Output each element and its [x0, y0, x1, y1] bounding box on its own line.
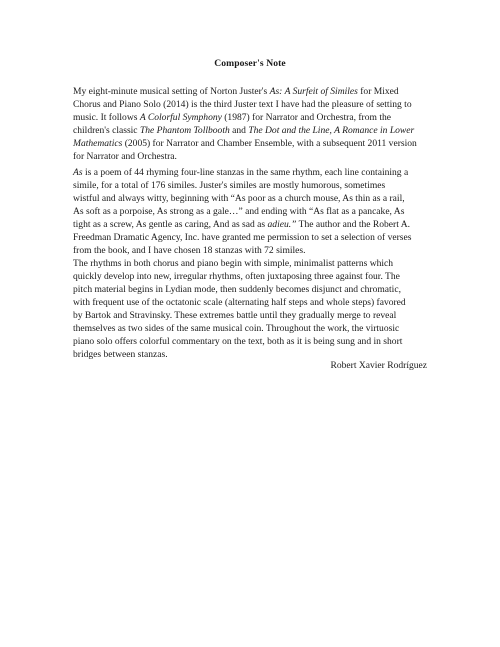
text-line — [73, 218, 435, 231]
work-title-as: As — [73, 167, 83, 178]
text-line: As soft as a porpoise, As strong as a gale…” and ending with “As flat as a pancake, As — [73, 206, 405, 218]
paragraph-intro — [73, 85, 435, 163]
work-title-colorful-symphony: A Colorful Symphony — [139, 112, 222, 124]
work-title-mathematics: Mathematics — [73, 138, 123, 150]
text-run: children's classic — [73, 125, 140, 137]
text-run: music. It follows — [73, 112, 140, 124]
text-line: from the book, and I have chosen 18 stanzas with 72 similes. — [73, 245, 306, 257]
text-line: wistful and always witty, beginning with “As poor as a church mouse, As thin as a rail, — [73, 193, 405, 205]
work-title-as: As: A Surfeit of Similes — [269, 86, 358, 97]
text-run: (1987) for Narrator and Orchestra, from the — [221, 112, 391, 124]
text-line: simile, for a total of 176 similes. Juster's similes are mostly humorous, sometimes — [73, 180, 386, 192]
paragraph-rhythms — [73, 257, 435, 361]
text-line: Chorus and Piano Solo (2014) is the third Juster text I have had the pleasure of setting to — [73, 99, 412, 111]
text-run: The author and the Robert A. — [296, 219, 411, 231]
text-line: pitch material begins in Lydian mode, then suddenly becomes disjunct and chromatic, — [73, 284, 401, 296]
text-line — [73, 124, 435, 137]
text-line: with frequent use of the octatonic scale (alternating half steps and whole steps) favored — [73, 297, 406, 309]
quote-adieu: adieu.” — [267, 219, 297, 231]
text-run: (2005) for Narrator and Chamber Ensemble, with a subsequent 2011 version — [122, 138, 417, 150]
text-line: quickly develop into new, irregular rhythms, often juxtaposing three against four. The — [73, 271, 400, 283]
text-line: bridges between stanzas. — [73, 349, 168, 361]
paragraph-poem — [73, 166, 435, 257]
text-line: Freedman Dramatic Agency, Inc. have granted me permission to set a selection of verses — [73, 232, 412, 244]
text-run: and — [229, 125, 249, 137]
text-run: tight as a screw, As gentle as caring, And as sad as — [73, 219, 268, 231]
work-title-phantom-tollbooth: The Phantom Tollbooth — [139, 125, 230, 137]
text-line — [73, 166, 435, 179]
text-run: My eight-minute musical setting of Norton Juster's — [73, 86, 270, 97]
text-line — [73, 85, 435, 98]
text-line: by Bartok and Stravinsky. These extremes battle until they gradually merge to reveal — [73, 310, 397, 322]
author-signature: Robert Xavier Rodríguez — [330, 360, 427, 371]
text-line: themselves as two sides of the same musical coin. Throughout the work, the virtuosic — [73, 323, 400, 335]
text-run: is a poem of 44 rhyming four-line stanzas in the same rhythm, each line containing a — [82, 167, 409, 178]
text-line: for Narrator and Orchestra. — [73, 151, 177, 163]
text-line: The rhythms in both chorus and piano begin with simple, minimalist patterns which — [73, 258, 394, 269]
text-line — [73, 111, 435, 124]
text-line: piano solo offers colorful commentary on the text, both as it is being sung and in short — [73, 336, 403, 348]
page-title: Composer's Note — [214, 58, 286, 69]
text-run: for Mixed — [357, 86, 399, 97]
text-line — [73, 137, 435, 150]
work-title-dot-and-line: The Dot and the Line, A Romance in Lower — [248, 125, 415, 137]
